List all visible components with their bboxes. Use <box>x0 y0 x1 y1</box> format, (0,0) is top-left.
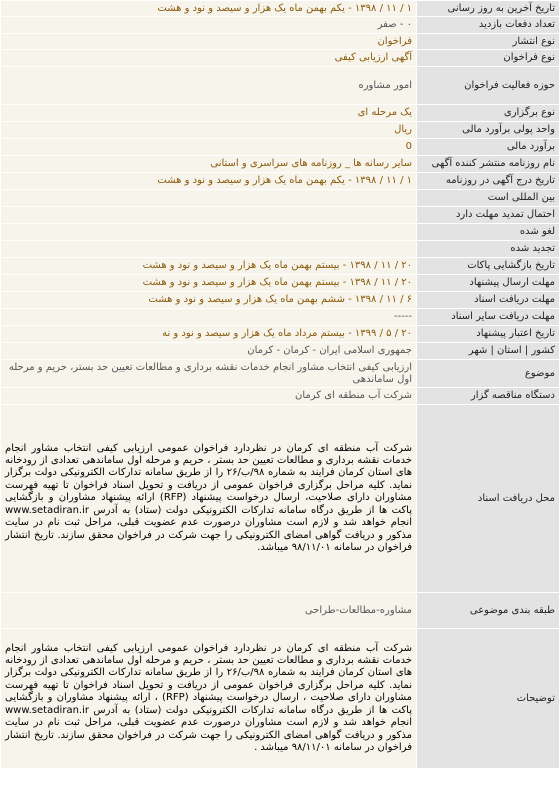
row-opening-date <box>1 258 560 275</box>
label-subject: موضوع <box>417 360 560 388</box>
value-last-update: ۱ / ۱۱ / ۱۳۹۸ - یکم بهمن ماه یک هزار و سیصد و نود و هشت <box>1 1 417 17</box>
label-extension: احتمال تمدید مهلت دارد <box>417 207 560 224</box>
value-visit-count: ۰ - صفر <box>1 17 417 34</box>
row-newspaper-date <box>1 173 560 190</box>
label-holding-type: نوع برگزاری <box>417 105 560 122</box>
row-docs-location <box>1 405 560 593</box>
row-validity-date <box>1 326 560 343</box>
label-validity-date: تاریخ اعتبار پیشنهاد <box>417 326 560 343</box>
row-other-docs-deadline <box>1 309 560 326</box>
label-last-update: تاریخ آخرین به روز رسانی <box>417 1 560 17</box>
row-extension <box>1 207 560 224</box>
value-location: جمهوری اسلامی ایران - کرمان - کرمان <box>1 343 417 360</box>
row-newspaper <box>1 156 560 173</box>
row-submit-deadline <box>1 275 560 292</box>
label-submit-deadline: مهلت ارسال پیشنهاد <box>417 275 560 292</box>
value-other-docs-deadline: ----- <box>1 309 417 326</box>
row-location <box>1 343 560 360</box>
value-organization: شرکت آب منطقه ای کرمان <box>1 388 417 405</box>
value-subject: ارزیابی کیفی انتخاب مشاور انجام خدمات نقشه برداری و مطالعات تعیین حد بستر، حریم و مرحله اول ساماندهی <box>1 360 417 388</box>
row-organization <box>1 388 560 405</box>
value-newspaper-date: ۱ / ۱۱ / ۱۳۹۸ - یکم بهمن ماه یک هزار و سیصد و نود و هشت <box>1 173 417 190</box>
value-opening-date: ۲۰ / ۱۱ / ۱۳۹۸ - بیستم بهمن ماه یک هزار و سیصد و نود و هشت <box>1 258 417 275</box>
label-publish-type: نوع انتشار <box>417 34 560 50</box>
value-category: مشاوره-مطالعات-طراحی <box>1 593 417 629</box>
label-newspaper-date: تاریخ درج آگهی در روزنامه <box>417 173 560 190</box>
row-call-type <box>1 50 560 67</box>
label-other-docs-deadline: مهلت دریافت سایر اسناد <box>417 309 560 326</box>
label-activity-field: حوزه فعالیت فراخوان <box>417 67 560 105</box>
label-visit-count: تعداد دفعات بازدید <box>417 17 560 34</box>
row-cancelled <box>1 224 560 241</box>
value-estimate: 0 <box>1 139 417 156</box>
value-extension <box>1 207 417 224</box>
row-last-update <box>1 1 560 17</box>
label-category: طبقه بندی موضوعی <box>417 593 560 629</box>
label-cancelled: لغو شده <box>417 224 560 241</box>
label-renewed: تجدید شده <box>417 241 560 258</box>
label-international: بین المللی است <box>417 190 560 207</box>
row-subject <box>1 360 560 388</box>
value-renewed <box>1 241 417 258</box>
label-docs-location: محل دریافت اسناد <box>417 405 560 593</box>
value-docs-deadline: ۶ / ۱۱ / ۱۳۹۸ - ششم بهمن ماه یک هزار و سیصد و نود و هشت <box>1 292 417 309</box>
row-docs-deadline <box>1 292 560 309</box>
value-currency: ریال <box>1 122 417 139</box>
label-opening-date: تاریخ بازگشایی پاکات <box>417 258 560 275</box>
label-location: کشور | استان | شهر <box>417 343 560 360</box>
label-description: توضیحات <box>417 629 560 769</box>
value-submit-deadline: ۲۰ / ۱۱ / ۱۳۹۸ - بیستم بهمن ماه یک هزار و سیصد و نود و هشت <box>1 275 417 292</box>
value-description: شرکت آب منطقه ای کرمان در نظردارد فراخوان عمومی ارزیابی کیفی انتخاب مشاور انجام خدمات نقشه برداری و مطالعات تعیین حد بستر ، حریم و مرحله اول ساماندهی تعدادی از رودخانه های استان کرمان فرایند به شماره ۹۸/ب/۲۶ را از طریق سامانه تدارکات الکترونیکی دولت برگزار نماید. کلیه مراحل برگزاری فراخوان عمومی از دریافت و تحویل اسناد فراخوان تا تهیه فهرست مشاوران دارای صلاحیت ، ارسال درخواست پیشنهاد (RFP) ، ارائه پیشنهاد مشاوران و بازگشایی پاکت ها از طریق درگاه سامانه تدارکات الکترونیکی دولت (ستاد) به آدرس www.setadiran.ir انجام خواهد شد و لازم است مشاوران درصورت عدم عضویت قبلی، مراحل ثبت نام در سایت مذکور و دریافت گواهی امضای الکترونیکی را جهت شرکت در فراخوان محقق سازند. تاریخ انتشار فراخوان در سامانه ۹۸/۱۱/۰۱ میباشد . <box>1 629 417 769</box>
value-call-type: آگهی ارزیابی کیفی <box>1 50 417 67</box>
value-docs-location: شرکت آب منطقه ای کرمان در نظردارد فراخوان عمومی ارزیابی کیفی انتخاب مشاور انجام خدمات نقشه برداری و مطالعات تعیین حد بستر ، حریم و مرحله اول ساماندهی تعدادی از رودخانه های استان کرمان فرایند به شماره ۹۸/ب/۲۶ را از طریق سامانه تدارکات الکترونیکی دولت برگزار نماید. کلیه مراحل برگزاری فراخوان عمومی از دریافت و تحویل اسناد فراخوان تا تهیه فهرست مشاوران دارای صلاحیت، ارسال درخواست پیشنهاد (RFP) ارائه پیشنهاد مشاوران و بازگشایی پاکت ها از طریق درگاه سامانه تدارکات الکترونیکی دولت (ستاد) به آدرس www.setadiran.ir انجام خواهد شد و لازم است مشاوران درصورت عدم عضویت قبلی، مراحل ثبت نام در سایت مذکور و دریافت گواهی امضای الکترونیکی را جهت شرکت در فراخوان محقق سازند. تاریخ انتشار فراخوان در سامانه ۹۸/۱۱/۰۱ میباشد. <box>1 405 417 593</box>
label-organization: دستگاه مناقصه گزار <box>417 388 560 405</box>
row-currency <box>1 122 560 139</box>
row-activity-field <box>1 67 560 105</box>
row-visit-count <box>1 17 560 34</box>
row-category <box>1 593 560 629</box>
value-validity-date: ۲۰ / ۵ / ۱۳۹۹ - بیستم مرداد ماه یک هزار و سیصد و نود و نه <box>1 326 417 343</box>
row-holding-type <box>1 105 560 122</box>
row-description <box>1 629 560 769</box>
label-estimate: برآورد مالی <box>417 139 560 156</box>
value-publish-type: فراخوان <box>1 34 417 50</box>
value-activity-field: امور مشاوره <box>1 67 417 105</box>
value-cancelled <box>1 224 417 241</box>
label-call-type: نوع فراخوان <box>417 50 560 67</box>
row-renewed <box>1 241 560 258</box>
value-international <box>1 190 417 207</box>
row-publish-type <box>1 34 560 50</box>
label-currency: واحد پولی برآورد مالی <box>417 122 560 139</box>
label-newspaper: نام روزنامه منتشر کننده آگهی <box>417 156 560 173</box>
row-estimate <box>1 139 560 156</box>
value-holding-type: یک مرحله ای <box>1 105 417 122</box>
label-docs-deadline: مهلت دریافت اسناد <box>417 292 560 309</box>
value-newspaper: سایر رسانه ها _ روزنامه های سراسری و استانی <box>1 156 417 173</box>
row-international <box>1 190 560 207</box>
